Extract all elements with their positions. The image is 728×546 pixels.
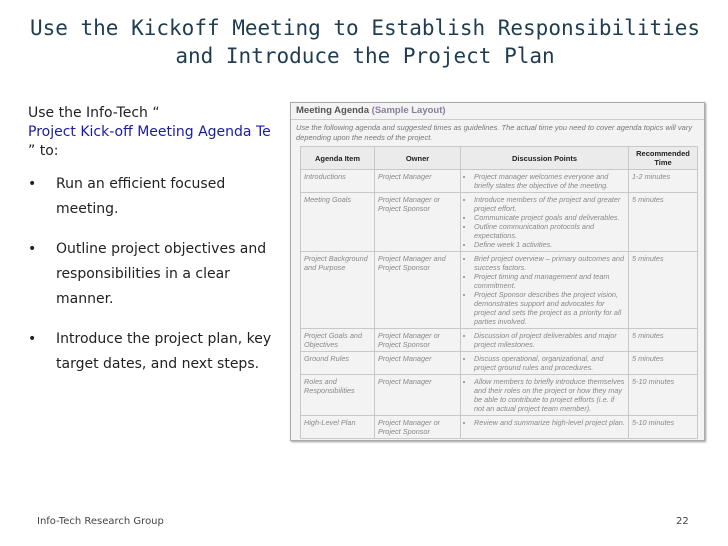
column-header: Discussion Points [461,147,629,170]
bullet-item [28,237,278,312]
agenda-item-cell: Project Background and Purpose [301,252,375,329]
owner-cell: Project Manager or Project Sponsor [375,193,461,252]
bullet-icon: • [28,331,37,347]
discussion-point: • Discussion of project deliverables and major project milestones. [474,331,625,349]
table-row [301,170,698,193]
discussion-point: • Communicate project goals and deliverables. [474,213,625,222]
agenda-item-cell: High-Level Plan [301,416,375,439]
agenda-heading [291,103,704,120]
agenda-document-image [290,102,705,441]
agenda-item-cell: Roles and Responsibilities [301,375,375,416]
footer-company: Info-Tech Research Group [37,516,164,527]
discussion-point: • Project timing and management and team commitment. [474,272,625,290]
owner-cell: Project Manager [375,352,461,375]
points-cell [461,352,629,375]
intro-suffix: ” to: [28,143,59,159]
slide-title: Use the Kickoff Meeting to Establish Responsibilities and Introduce the Project Plan [29,16,701,68]
time-cell: 5-10 minutes [629,416,698,439]
bullet-text: Introduce the project plan, key target dates, and next steps. [56,331,272,372]
points-cell [461,193,629,252]
intro-text [28,104,271,161]
column-header: Recommended Time [629,147,698,170]
discussion-point: • Define week 1 activities. [474,240,625,249]
time-cell: 1-2 minutes [629,170,698,193]
bullet-icon: • [28,176,37,192]
owner-cell: Project Manager and Project Sponsor [375,252,461,329]
discussion-point: • Allow members to briefly introduce themselves and their roles on the project or how they may be able to contribute to project efforts (i.e. if not an actual project team member). [474,377,625,413]
agenda-note: Use the following agenda and suggested times as guidelines. The actual time you need to cover agenda topics will vary depending upon the needs of the project. [296,123,693,142]
points-cell [461,375,629,416]
table-row [301,193,698,252]
bullet-list [28,172,278,392]
points-cell [461,416,629,439]
table-row [301,352,698,375]
table-row [301,252,698,329]
column-header: Owner [375,147,461,170]
points-cell [461,252,629,329]
intro-prefix: Use the Info-Tech “ [28,105,160,121]
owner-cell: Project Manager or Project Sponsor [375,329,461,352]
bullet-text: Run an efficient focused meeting. [56,176,226,217]
column-header: Agenda Item [301,147,375,170]
page-number: 22 [676,516,689,527]
agenda-item-cell: Project Goals and Objectives [301,329,375,352]
agenda-heading-subtitle: (Sample Layout) [371,105,446,116]
agenda-header-row [301,147,698,170]
bullet-text: Outline project objectives and responsibilities in a clear manner. [56,241,267,307]
points-cell [461,170,629,193]
agenda-item-cell: Meeting Goals [301,193,375,252]
bullet-item [28,172,278,222]
discussion-point: • Project manager welcomes everyone and briefly states the objective of the meeting. [474,172,625,190]
discussion-point: • Brief project overview – primary outcomes and success factors. [474,254,625,272]
agenda-item-cell: Introductions [301,170,375,193]
owner-cell: Project Manager [375,170,461,193]
owner-cell: Project Manager or Project Sponsor [375,416,461,439]
discussion-point: • Outline communication protocols and expectations. [474,222,625,240]
agenda-item-cell: Ground Rules [301,352,375,375]
discussion-point: • Review and summarize high-level project plan. [474,418,625,427]
time-cell: 5 minutes [629,352,698,375]
table-row [301,329,698,352]
discussion-point: • Introduce members of the project and greater project effort. [474,195,625,213]
time-cell: 5 minutes [629,193,698,252]
points-cell [461,329,629,352]
bullet-icon: • [28,241,37,257]
discussion-point: • Project Sponsor describes the project vision, demonstrates support and advocates for project and sets the project as a priority for all parties involved. [474,290,625,326]
agenda-heading-title: Meeting Agenda [296,105,370,116]
table-row [301,375,698,416]
table-row [301,416,698,439]
time-cell: 5-10 minutes [629,375,698,416]
agenda-table [300,146,698,439]
time-cell: 5 minutes [629,252,698,329]
time-cell: 5 minutes [629,329,698,352]
discussion-point: • Discuss operational, organizational, and project ground rules and procedures. [474,354,625,372]
bullet-item [28,327,278,377]
owner-cell: Project Manager [375,375,461,416]
template-link[interactable]: Project Kick-off Meeting Agenda Te [28,124,271,140]
